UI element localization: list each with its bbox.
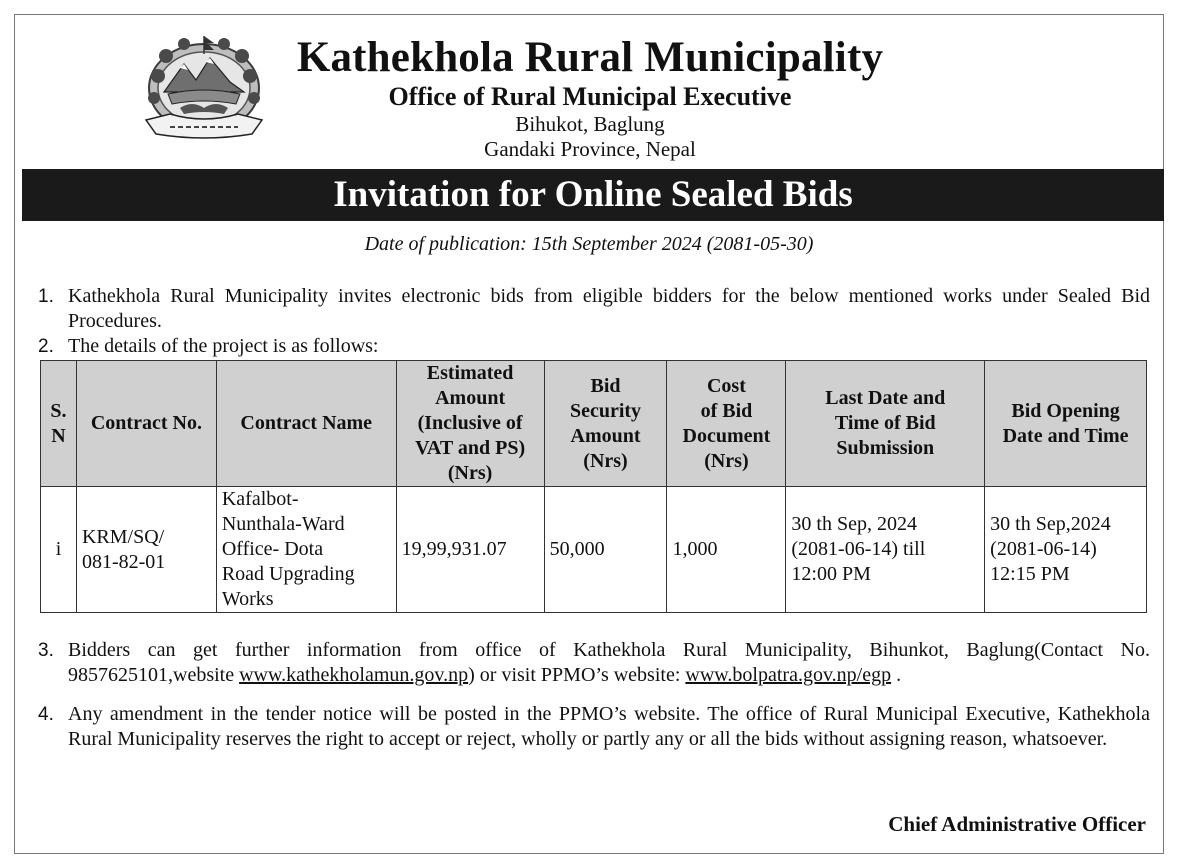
address-line-1: Bihukot, Baglung: [515, 112, 665, 136]
header-line: Last Date and: [825, 387, 946, 409]
paragraph-number: 1.: [38, 286, 54, 307]
header-line: Document: [682, 424, 771, 447]
ppmo-website-link[interactable]: www.bolpatra.gov.np/egp: [685, 664, 892, 686]
cell-contract-no: [76, 487, 216, 613]
header-sn-line: S.: [50, 399, 67, 422]
header-last-submission: [786, 361, 985, 487]
cell-line: Works: [221, 588, 274, 610]
header-line: Security: [569, 399, 642, 422]
office-name: Office of Rural Municipal Executive: [388, 82, 792, 111]
header-line: (Nrs): [583, 449, 628, 472]
header-line: VAT and PS): [415, 437, 526, 459]
header-line: (Nrs): [704, 449, 749, 472]
header-bid-opening: [985, 361, 1147, 487]
signatory: Chief Administrative Officer: [888, 812, 1146, 836]
header-line: (Nrs): [447, 462, 493, 484]
paragraph-2: [38, 334, 1150, 359]
paragraph-text: Any amendment in the tender notice will be posted in the PPMO’s website. The office of Rural Municipal Executive, Kathekhola Rural Municipality reserves the right to accept or reject, wholly or partly any or all the bids without assigning reason, whatsoever.: [68, 703, 1150, 750]
cell-last-submission: [786, 487, 985, 613]
cell-line: 12:00 PM: [791, 563, 871, 585]
paragraph-text-part: ) or visit PPMO’s website:: [468, 664, 686, 686]
paragraph-text-part: Bidders can get further information from office of Kathekhola Rural Municipality, Bihunkot, Baglung(Contact No. 9857625101,website: [68, 639, 1150, 686]
cell-line: (2081-06-14) till: [791, 538, 926, 560]
paragraph-number: 4.: [38, 704, 54, 725]
header-contract-no: Contract No.: [76, 361, 216, 487]
cell-document-cost: 1,000: [667, 487, 786, 613]
paragraph-1: [38, 284, 1150, 334]
paragraph-4: [38, 702, 1150, 752]
cell-line: (2081-06-14): [990, 538, 1097, 560]
cell-line: KRM/SQ/: [81, 525, 165, 548]
header-line: of Bid: [700, 399, 753, 422]
table-header-row: [41, 361, 1147, 487]
paragraph-text: The details of the project is as follows:: [68, 335, 379, 357]
paragraph-number: 2.: [38, 336, 54, 357]
paragraph-text-part: .: [891, 664, 902, 686]
header-sn: [41, 361, 77, 487]
header-line: Date and Time: [1002, 424, 1129, 447]
cell-line: Office- Dota: [221, 538, 324, 560]
header-line: Bid Opening: [1011, 399, 1120, 422]
letterhead: [270, 34, 910, 162]
address-line-2: Gandaki Province, Nepal: [484, 137, 696, 161]
table-row: [41, 487, 1147, 613]
cell-bid-security: 50,000: [544, 487, 667, 613]
header-line: Bid: [590, 374, 621, 397]
header-document-cost: [667, 361, 786, 487]
paragraph-3: [38, 638, 1150, 688]
cell-line: 12:15 PM: [990, 563, 1070, 585]
cell-line: 30 th Sep, 2024: [791, 513, 917, 535]
municipality-name: Kathekhola Rural Municipality: [296, 34, 884, 81]
header-line: Time of Bid: [834, 412, 936, 434]
cell-sn: i: [41, 487, 77, 613]
header-bid-security: [544, 361, 667, 487]
cell-estimated-amount: 19,99,931.07: [396, 487, 544, 613]
header-line: Cost: [706, 374, 746, 397]
cell-line: 30 th Sep,2024: [990, 513, 1111, 535]
header-line: Estimated: [426, 362, 514, 384]
header-line: Amount: [435, 387, 506, 409]
paragraph-number: 3.: [38, 640, 54, 661]
header-line: Amount: [570, 424, 641, 447]
cell-line: Road Upgrading: [221, 563, 355, 585]
paragraph-text: Kathekhola Rural Municipality invites electronic bids from eligible bidders for the below mentioned works under Sealed Bid Procedures.: [68, 285, 1150, 332]
header-sn-line: N: [51, 424, 66, 447]
cell-line: Kafalbot-: [221, 488, 299, 510]
header-contract-name: Contract Name: [216, 361, 396, 487]
paragraph-text: [68, 638, 1150, 688]
notice-title: Invitation for Online Sealed Bids: [22, 169, 1164, 221]
bid-details-table: [40, 360, 1147, 613]
municipality-website-link[interactable]: www.kathekholamun.gov.np: [239, 664, 469, 686]
publication-date: Date of publication: 15th September 2024 (2081-05-30): [364, 233, 814, 255]
header-estimated-amount: [396, 361, 544, 487]
cell-line: Nunthala-Ward: [221, 513, 345, 535]
cell-bid-opening: [985, 487, 1147, 613]
nepal-emblem-icon: [140, 30, 268, 142]
header-line: (Inclusive of: [417, 412, 523, 434]
cell-line: 081-82-01: [81, 550, 166, 573]
cell-contract-name: [216, 487, 396, 613]
header-line: Submission: [836, 437, 935, 459]
